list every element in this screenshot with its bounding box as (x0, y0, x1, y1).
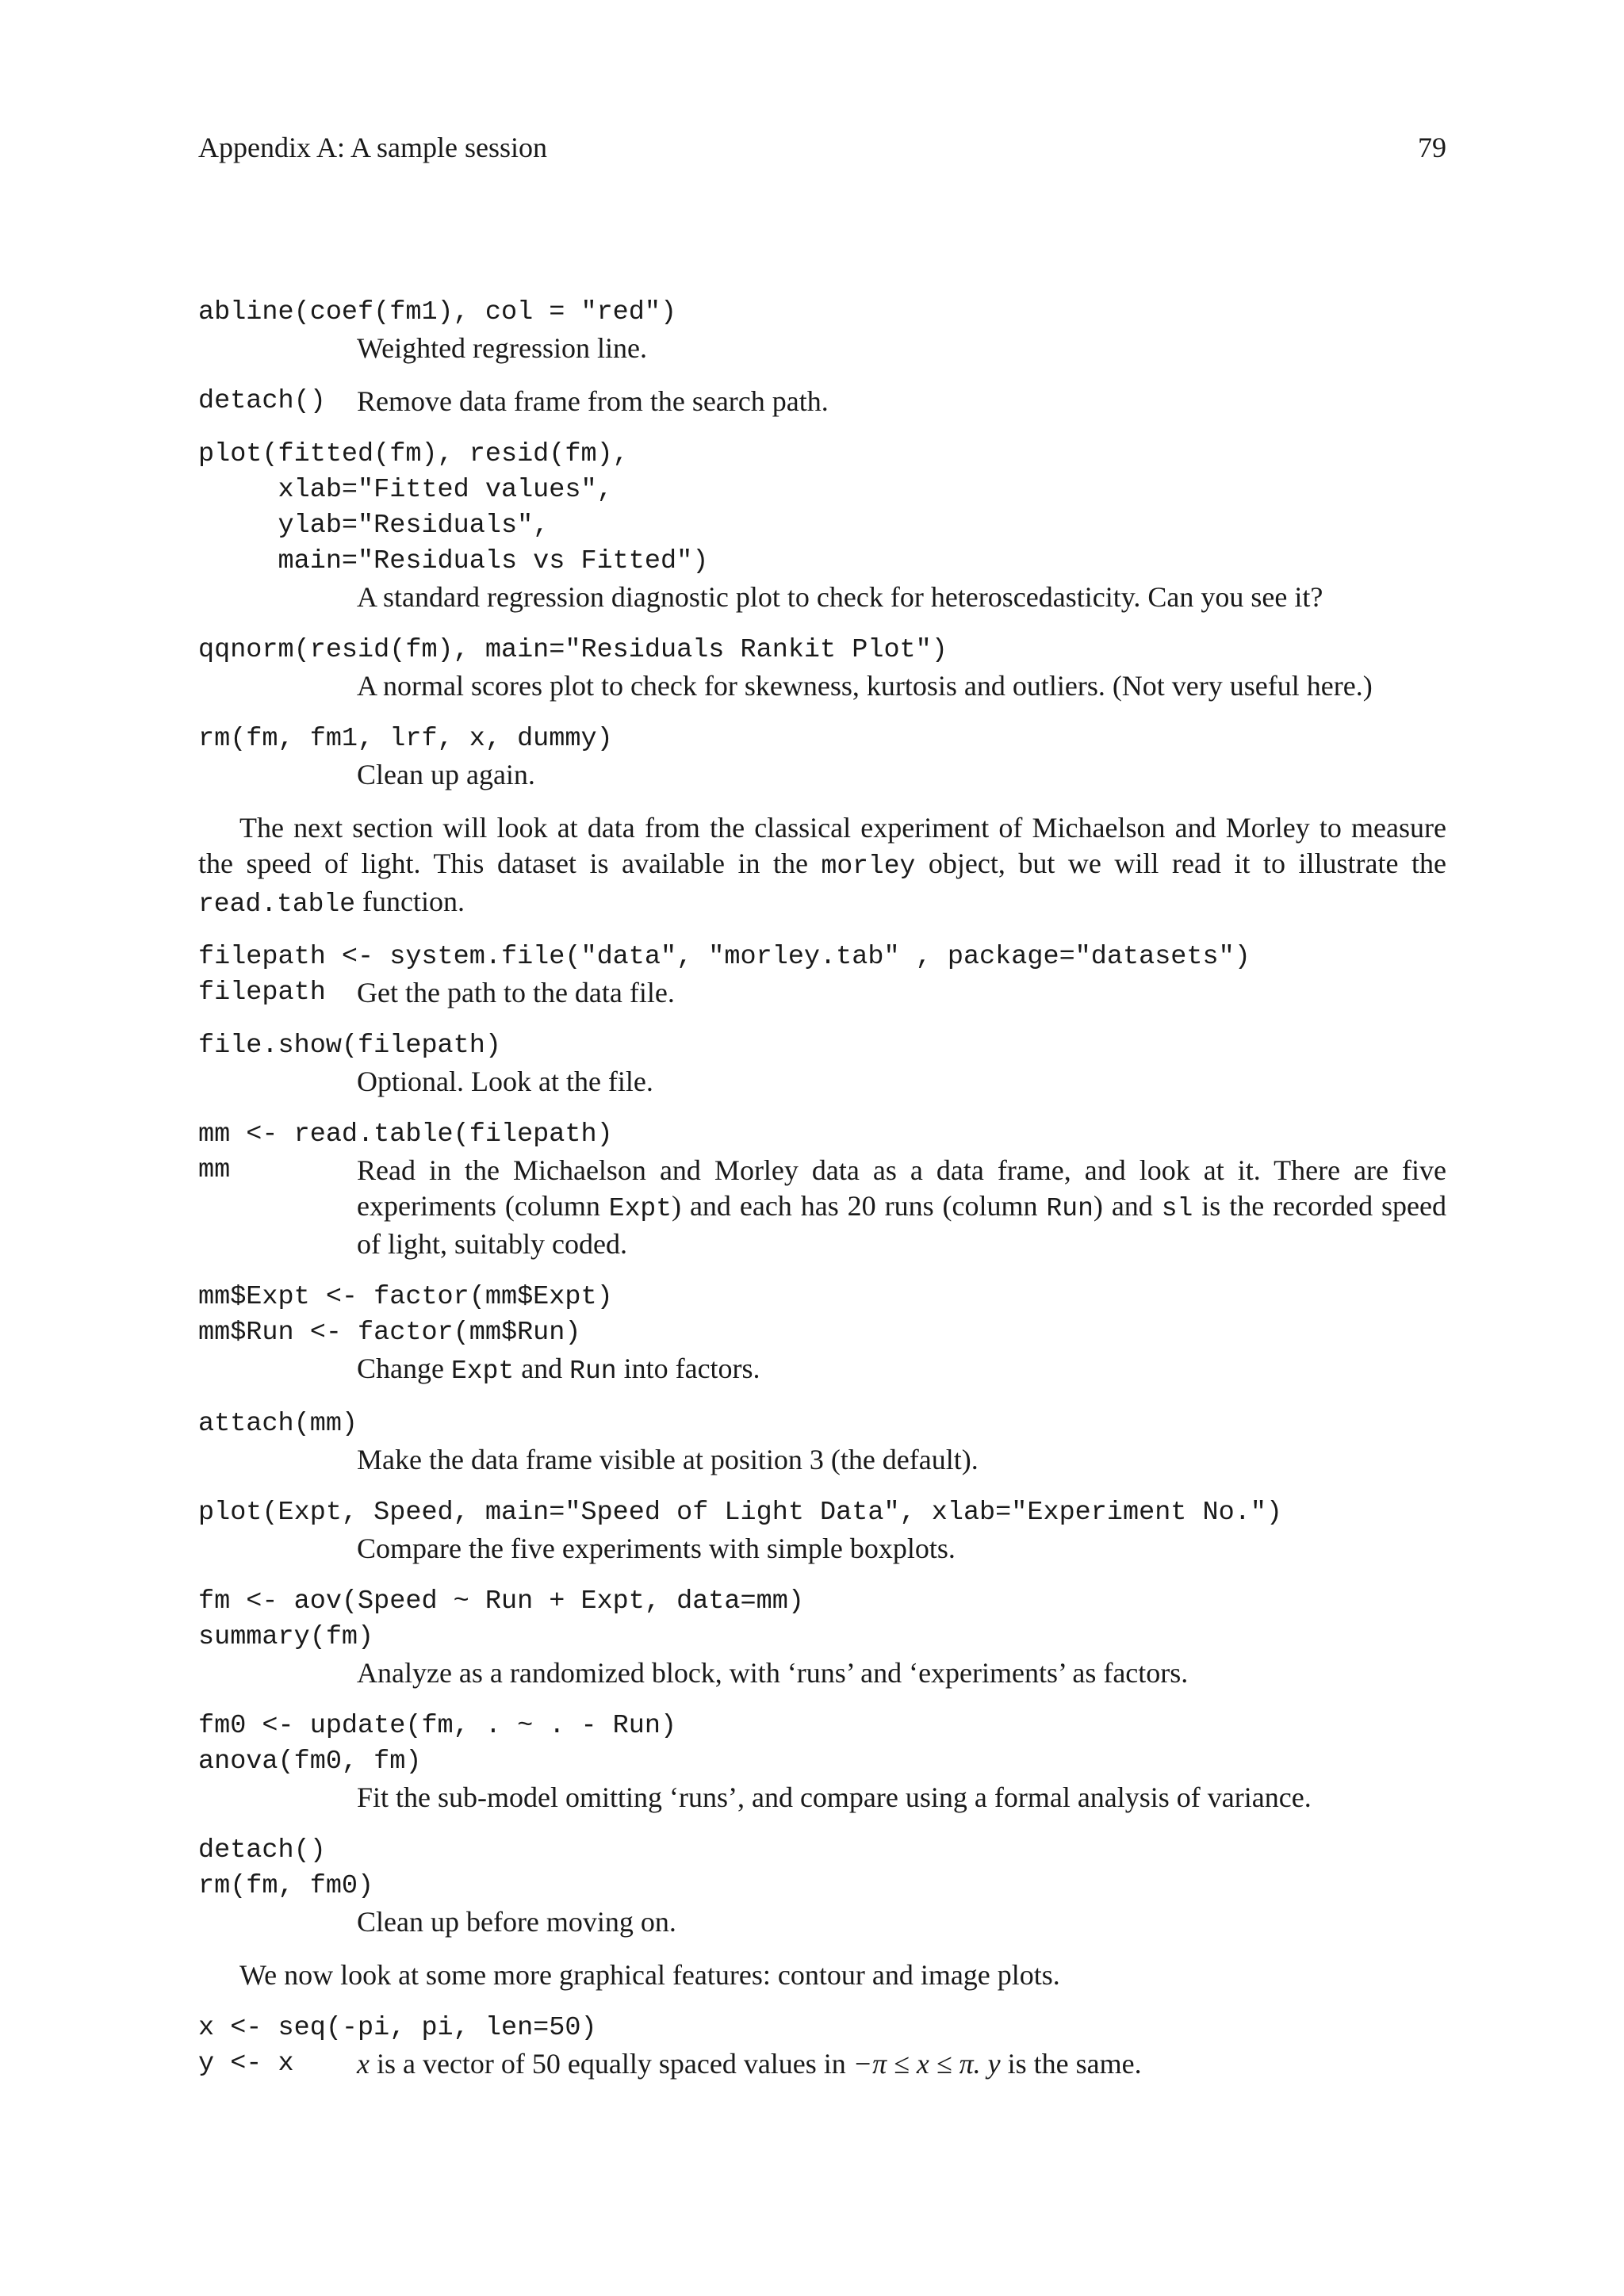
code-line: filepath <- system.file("data", "morley.tab" , package="datasets") (198, 942, 1251, 972)
code-line: fm <- aov(Speed ~ Run + Expt, data=mm) (198, 1586, 804, 1617)
code-line: detach() (198, 386, 326, 416)
math-var: y (987, 2048, 1001, 2080)
entry-description (357, 2046, 1446, 2082)
code-line: plot(Expt, Speed, main="Speed of Light Data", xlab="Experiment No.") (198, 1498, 1283, 1528)
text-span: and (514, 1353, 570, 1384)
header-title: Appendix A: A sample session (198, 132, 547, 163)
code-line: rm(fm, fm0) (198, 1871, 374, 1901)
code-line: xlab="Fitted values", (198, 475, 613, 505)
code-line: summary(fm) (198, 1622, 374, 1652)
code-line: y <- x (198, 2049, 294, 2079)
code-line: filepath (198, 978, 326, 1008)
entry-read-table (198, 1117, 1446, 1262)
text-span: function. (355, 886, 465, 917)
code-line: qqnorm(resid(fm), main="Residuals Rankit Plot") (198, 635, 948, 665)
code-line: x <- seq(-pi, pi, len=50) (198, 2013, 597, 2043)
inline-code: Run (1046, 1194, 1094, 1223)
entry-description: A standard regression diagnostic plot to check for heteroscedasticity. Can you see it? (357, 581, 1323, 613)
code-line: main="Residuals vs Fitted") (198, 546, 709, 576)
entry-description: Optional. Look at the file. (357, 1066, 653, 1097)
entry-abline (198, 295, 1446, 366)
entry-description: Analyze as a randomized block, with ‘runs’ and ‘experiments’ as factors. (357, 1657, 1189, 1689)
math-var: x (357, 2048, 370, 2080)
code-line: attach(mm) (198, 1409, 358, 1439)
text-span: object, but we will read it to illustrate the (915, 848, 1447, 879)
page-number: 79 (1418, 132, 1446, 163)
code-line: mm$Expt <- factor(mm$Expt) (198, 1282, 613, 1312)
entry-plot-residuals (198, 437, 1446, 615)
inline-code: morley (821, 851, 916, 881)
text-span: ) and (1093, 1190, 1162, 1222)
text-span: ) and each has 20 runs (column (672, 1190, 1047, 1222)
code-line: mm (198, 1155, 231, 1185)
entry-description: Make the data frame visible at position 3 (the default). (357, 1444, 979, 1475)
entry-description: Compare the five experiments with simple boxplots. (357, 1533, 956, 1564)
code-line: mm$Run <- factor(mm$Run) (198, 1318, 581, 1348)
entry-file-show (198, 1028, 1446, 1100)
text-span: is a vector of 50 equally spaced values in (369, 2048, 853, 2080)
entry-description: Clean up again. (357, 759, 535, 790)
inline-code: read.table (198, 890, 356, 919)
entry-description: Clean up before moving on. (357, 1906, 676, 1938)
code-line: detach() (198, 1835, 326, 1866)
main-content (198, 295, 1446, 2099)
text-span: Change (357, 1353, 451, 1384)
entry-factor (198, 1280, 1446, 1389)
text-span: The next section will look at data from the classical experiment of Michaelson and Morley to measure the speed of light. This dataset is available in the (198, 812, 1446, 879)
entry-plot-speed (198, 1495, 1446, 1567)
text-span: is the recorded speed of light, suitably coded. (357, 1190, 1446, 1260)
paragraph-morley (198, 810, 1446, 922)
text-span: into factors. (616, 1353, 760, 1384)
text-span: Read in the Michaelson and Morley data as a data frame, and look at it. There are five experiments (column (357, 1154, 1446, 1222)
entry-description (198, 1351, 1446, 1389)
code-line: rm(fm, fm1, lrf, x, dummy) (198, 724, 613, 754)
entry-description: Remove data frame from the search path. (357, 385, 829, 417)
code-line: ylab="Residuals", (198, 511, 550, 541)
entry-seq (198, 2011, 1446, 2082)
entry-description: Get the path to the data file. (357, 977, 675, 1008)
entry-detach (198, 384, 1446, 419)
code-line: file.show(filepath) (198, 1031, 501, 1061)
entry-aov (198, 1584, 1446, 1691)
inline-code: Expt (608, 1194, 672, 1223)
entry-description: Fit the sub-model omitting ‘runs’, and compare using a formal analysis of variance. (357, 1781, 1312, 1813)
inline-code: Run (569, 1357, 617, 1386)
entry-attach (198, 1406, 1446, 1478)
text-span: is the same. (1000, 2048, 1142, 2080)
entry-description: A normal scores plot to check for skewness, kurtosis and outliers. (Not very useful here.) (357, 670, 1373, 702)
code-line: anova(fm0, fm) (198, 1747, 422, 1777)
entry-description (357, 1153, 1446, 1262)
entry-rm (198, 721, 1446, 793)
entry-filepath (198, 939, 1446, 1011)
code-line: plot(fitted(fm), resid(fm), (198, 439, 629, 469)
paragraph-graphics: We now look at some more graphical features: contour and image plots. (239, 1959, 1060, 1991)
entry-qqnorm (198, 633, 1446, 704)
code-line: fm0 <- update(fm, . ~ . - Run) (198, 1711, 677, 1741)
entry-cleanup (198, 1833, 1446, 1940)
code-line: mm <- read.table(filepath) (198, 1119, 613, 1150)
inline-code: sl (1161, 1194, 1193, 1223)
math-expression: −π ≤ x ≤ π. (852, 2048, 981, 2080)
inline-code: Expt (450, 1357, 515, 1386)
entry-description: Weighted regression line. (357, 332, 647, 364)
code-line: abline(coef(fm1), col = "red") (198, 297, 677, 327)
entry-update (198, 1709, 1446, 1816)
